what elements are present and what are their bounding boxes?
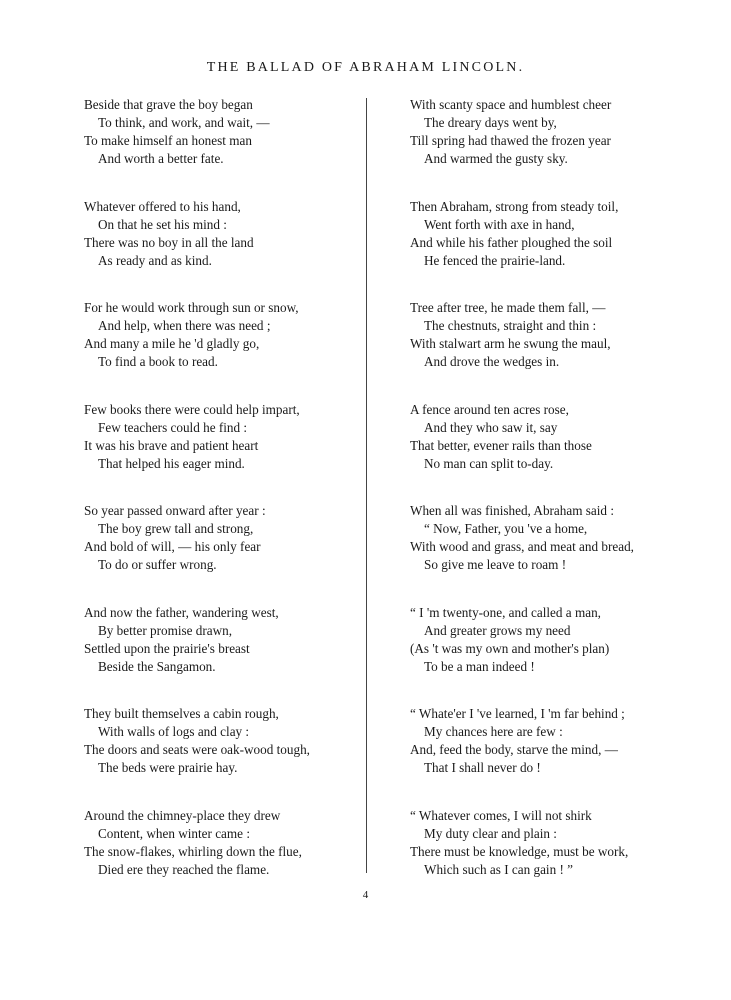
verse-line: With stalwart arm he swung the maul, xyxy=(410,336,611,351)
page-number: 4 xyxy=(362,889,369,901)
verse-line: So year passed onward after year : xyxy=(84,503,266,518)
verse-line: The chestnuts, straight and thin : xyxy=(424,318,597,333)
verse-line: Beside that grave the boy began xyxy=(84,97,253,112)
stanza xyxy=(84,604,360,706)
column-divider xyxy=(366,98,367,873)
verse-line: The doors and seats were oak-wood tough, xyxy=(84,742,310,757)
verse-line: By better promise drawn, xyxy=(98,622,233,638)
verse-line: Few teachers could he find : xyxy=(98,419,248,435)
verse-line: And bold of will, — his only fear xyxy=(84,539,261,554)
verse-line: To be a man indeed ! xyxy=(424,658,535,674)
verse-line: That helped his eager mind. xyxy=(98,455,245,471)
stanza xyxy=(410,502,710,604)
page-title: THE BALLAD OF ABRAHAM LINCOLN. xyxy=(206,60,525,75)
verse-line: With scanty space and humblest cheer xyxy=(410,97,612,112)
verse-line: And drove the wedges in. xyxy=(424,354,560,369)
verse-line: The beds were prairie hay. xyxy=(98,760,238,775)
verse-line: So give me leave to roam ! xyxy=(424,557,567,572)
stanza xyxy=(84,502,360,604)
verse-line: And greater grows my need xyxy=(424,622,571,638)
verse-line: And worth a better fate. xyxy=(98,151,224,166)
stanza xyxy=(84,198,360,300)
verse-line: On that he set his mind : xyxy=(98,216,227,232)
stanza xyxy=(84,705,360,807)
verse-line: And help, when there was need ; xyxy=(98,318,271,333)
verse-line: To make himself an honest man xyxy=(84,133,252,148)
verse-line: “ I 'm twenty-one, and called a man, xyxy=(410,604,601,620)
verse-line: There must be knowledge, must be work, xyxy=(410,843,629,859)
verse-line: Till spring had thawed the frozen year xyxy=(410,133,611,148)
verse-line: Around the chimney-place they drew xyxy=(84,807,281,823)
left-column xyxy=(84,96,360,908)
verse-line: It was his brave and patient heart xyxy=(84,437,259,453)
right-column xyxy=(410,96,710,908)
verse-line: Settled upon the prairie's breast xyxy=(84,640,250,656)
stanza xyxy=(410,604,710,706)
verse-line: The snow-flakes, whirling down the flue, xyxy=(84,843,302,859)
stanza xyxy=(410,299,710,401)
verse-line: With wood and grass, and meat and bread, xyxy=(410,539,634,554)
stanza xyxy=(84,96,360,198)
verse-line: And, feed the body, starve the mind, — xyxy=(410,742,618,757)
verse-line: The dreary days went by, xyxy=(424,115,557,130)
verse-line: “ Now, Father, you 've a home, xyxy=(424,521,588,536)
verse-line: That I shall never do ! xyxy=(424,760,541,775)
verse-line: Which such as I can gain ! ” xyxy=(424,861,574,877)
stanza xyxy=(410,401,710,503)
verse-line: Whatever offered to his hand, xyxy=(84,198,241,214)
verse-line: Beside the Sangamon. xyxy=(98,658,216,674)
verse-line: “ Whate'er I 've learned, I 'm far behind ; xyxy=(410,706,625,721)
verse-line: With walls of logs and clay : xyxy=(98,724,250,739)
verse-line: Content, when winter came : xyxy=(98,825,250,841)
verse-line: And they who saw it, say xyxy=(424,419,558,435)
verse-line: To find a book to read. xyxy=(98,354,218,369)
verse-line: To do or suffer wrong. xyxy=(98,557,217,572)
verse-line: When all was finished, Abraham said : xyxy=(410,503,614,518)
verse-line: Few books there were could help impart, xyxy=(84,401,300,417)
verse-line: As ready and as kind. xyxy=(98,252,212,268)
verse-line: That better, evener rails than those xyxy=(410,437,592,453)
verse-line: And while his father ploughed the soil xyxy=(410,234,613,250)
verse-line: My duty clear and plain : xyxy=(424,825,557,841)
verse-line: Then Abraham, strong from steady toil, xyxy=(410,198,619,214)
verse-line: Went forth with axe in hand, xyxy=(424,216,575,232)
verse-line: The boy grew tall and strong, xyxy=(98,521,254,536)
verse-line: Tree after tree, he made them fall, — xyxy=(410,300,606,315)
verse-line: Died ere they reached the flame. xyxy=(98,861,270,877)
verse-line: They built themselves a cabin rough, xyxy=(84,706,279,721)
verse-line: There was no boy in all the land xyxy=(84,234,254,250)
verse-line: He fenced the prairie-land. xyxy=(424,252,566,268)
stanza xyxy=(410,705,710,807)
verse-line: And many a mile he 'd gladly go, xyxy=(84,336,260,351)
verse-line: My chances here are few : xyxy=(424,724,563,739)
stanza xyxy=(410,198,710,300)
verse-line: For he would work through sun or snow, xyxy=(84,300,299,315)
stanza xyxy=(84,401,360,503)
verse-line: (As 't was my own and mother's plan) xyxy=(410,640,610,656)
verse-line: A fence around ten acres rose, xyxy=(410,401,569,417)
verse-line: No man can split to-day. xyxy=(424,455,554,471)
stanza xyxy=(410,96,710,198)
verse-line: To think, and work, and wait, — xyxy=(98,115,270,130)
verse-line: “ Whatever comes, I will not shirk xyxy=(410,807,592,823)
verse-line: And warmed the gusty sky. xyxy=(424,151,568,166)
verse-line: And now the father, wandering west, xyxy=(84,604,279,620)
stanza xyxy=(84,299,360,401)
